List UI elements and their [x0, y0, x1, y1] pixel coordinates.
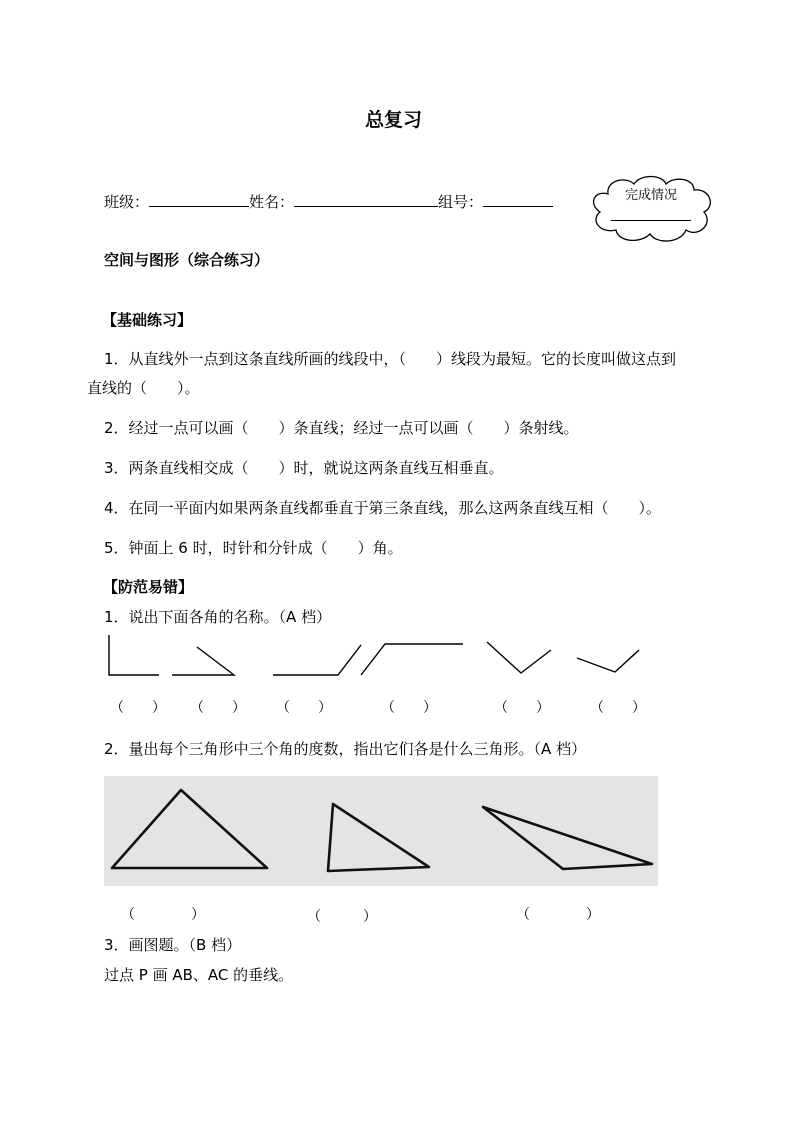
triangles-photo: [104, 776, 658, 886]
group-label: 组号：: [438, 193, 484, 211]
angle-answer-4[interactable]: （ ）: [381, 700, 437, 716]
basic-q3: 3．两条直线相交成（ ）时，就说这两条直线互相垂直。: [104, 459, 504, 477]
class-field: [104, 191, 553, 212]
angle-answer-2[interactable]: （ ）: [190, 700, 246, 716]
obtuse-angle-figure-1: [273, 645, 361, 675]
angle-answer-1[interactable]: （ ）: [110, 700, 166, 716]
basic-q4: 4．在同一平面内如果两条直线都垂直于第三条直线，那么这两条直线互相（ ）。: [104, 499, 662, 517]
group-blank[interactable]: [483, 192, 553, 207]
obtuse-angle-figure-2: [361, 644, 463, 675]
basic-q1-line1: 1．从直线外一点到这条直线所画的线段中，（ ）线段为最短。它的长度叫做这点到: [104, 350, 677, 368]
name-label: 姓名：: [249, 193, 295, 211]
page-title: 总复习: [365, 109, 423, 131]
name-blank[interactable]: [294, 192, 438, 207]
acute-angle-figure: [172, 647, 234, 675]
errors-q2: 2．量出每个三角形中三个角的度数，指出它们各是什么三角形。（A 档）: [104, 740, 587, 758]
angle-figures: [100, 630, 660, 690]
errors-heading: 【防范易错】: [103, 578, 194, 596]
class-blank[interactable]: [149, 192, 249, 207]
class-label: 班级：: [104, 193, 150, 211]
section-title: 空间与图形（综合练习）: [104, 251, 270, 269]
completion-label: 完成情况: [625, 188, 678, 203]
angle-figure-5: [487, 642, 551, 673]
errors-q3-sub: 过点 P 画 AB、AC 的垂线。: [104, 966, 294, 984]
angle-answer-6[interactable]: （ ）: [590, 700, 646, 716]
basic-q5: 5．钟面上 6 时，时针和分针成（ ）角。: [104, 539, 403, 557]
basic-q1-line2: 直线的（ ）。: [87, 379, 200, 397]
angle-answer-3[interactable]: （ ）: [276, 700, 332, 716]
basic-q2: 2．经过一点可以画（ ）条直线；经过一点可以画（ ）条射线。: [104, 419, 579, 437]
basic-heading: 【基础练习】: [102, 311, 193, 329]
completion-blank[interactable]: [611, 220, 691, 221]
errors-q1: 1．说出下面各角的名称。（A 档）: [104, 608, 332, 626]
triangle-answer-1[interactable]: （ ）: [121, 907, 205, 923]
triangle-answer-2[interactable]: （ ）: [307, 909, 377, 925]
triangle-answer-3[interactable]: （ ）: [516, 907, 600, 923]
angle-figure-6: [577, 650, 639, 672]
right-angle-figure: [109, 635, 159, 675]
angle-answer-5[interactable]: （ ）: [494, 700, 550, 716]
errors-q3: 3．画图题。（B 档）: [104, 936, 242, 954]
